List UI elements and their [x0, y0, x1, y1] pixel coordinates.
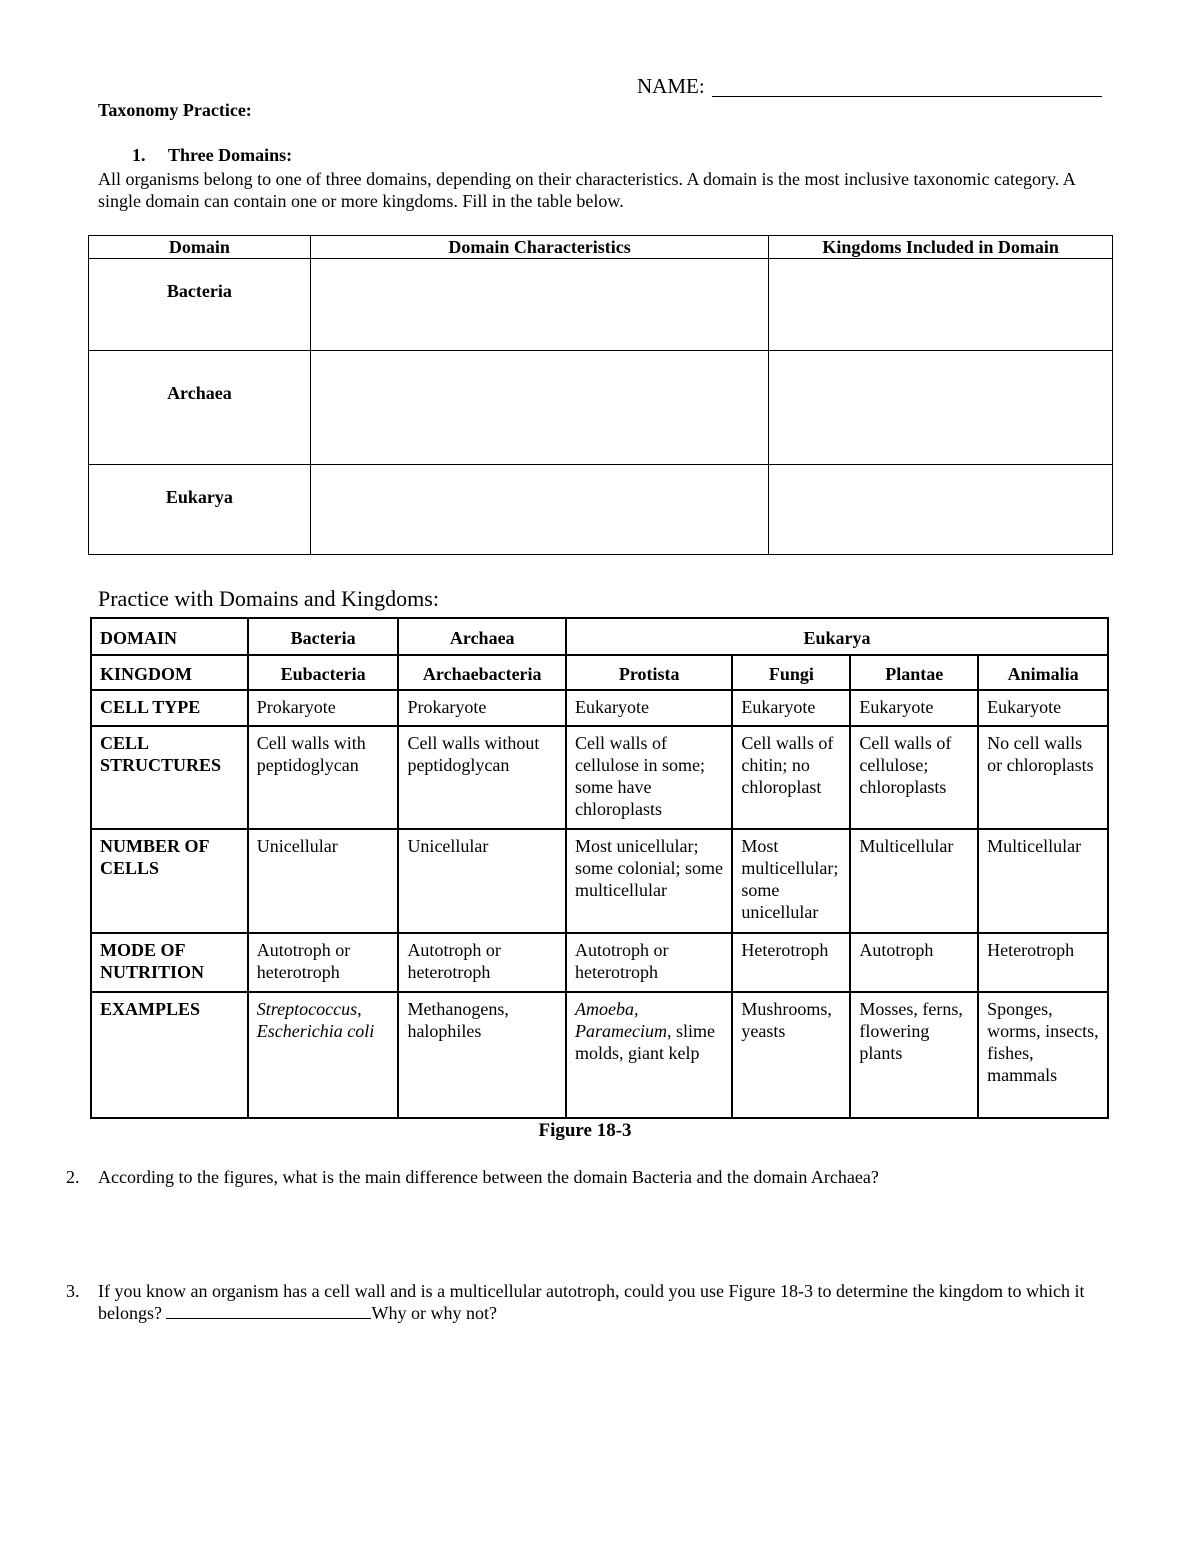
table-cell: Eukaryote	[566, 690, 732, 726]
figure-caption: Figure 18-3	[538, 1120, 632, 1141]
row-header: KINGDOM	[91, 655, 248, 690]
question-number: 2.	[66, 1167, 80, 1187]
kingdom-cell: Fungi	[732, 655, 850, 690]
domain-name: Archaea	[89, 351, 311, 465]
example-species: Escherichia coli	[256, 1021, 375, 1041]
domain-cell: Archaea	[398, 618, 566, 655]
table-cell: Most multicellular; some unicellular	[732, 829, 850, 933]
question-3	[66, 1280, 1126, 1328]
section1-heading-text: Three Domains:	[168, 145, 293, 165]
domain-row	[91, 618, 1108, 655]
section1-number: 1.	[132, 145, 146, 165]
name-label: NAME:	[637, 74, 705, 98]
domain-table-header-row	[89, 236, 1113, 259]
table-cell: Prokaryote	[398, 690, 566, 726]
table-cell: Multicellular	[850, 829, 978, 933]
table-cell: Most unicellular; some colonial; some multicellular	[566, 829, 732, 933]
row-header: CELL STRUCTURES	[91, 726, 248, 829]
table-cell: No cell walls or chloroplasts	[978, 726, 1108, 829]
table-cell: Mushrooms, yeasts	[732, 992, 850, 1118]
table-cell: Cell walls with peptidoglycan	[248, 726, 399, 829]
domain-kingdoms-cell[interactable]	[769, 351, 1113, 465]
domain-characteristics-cell[interactable]	[310, 259, 769, 351]
question-text-part: Why or why not?	[371, 1303, 497, 1323]
table-cell: Cell walls of cellulose in some; some have chloroplasts	[566, 726, 732, 829]
example-species: Streptococcus,	[256, 999, 362, 1019]
example-text: , slime molds, giant kelp	[575, 1021, 716, 1063]
example-species: Amoeba,	[575, 999, 639, 1019]
kingdom-table	[90, 617, 1109, 1119]
kingdom-cell: Animalia	[978, 655, 1108, 690]
question-2	[66, 1166, 1126, 1190]
domain-name: Eukarya	[89, 465, 311, 555]
kingdom-row	[91, 655, 1108, 690]
domain-name: Bacteria	[89, 259, 311, 351]
domain-characteristics-cell[interactable]	[310, 351, 769, 465]
table-cell: Autotroph	[850, 933, 978, 992]
table-cell: Eukaryote	[732, 690, 850, 726]
cell-structures-row	[91, 726, 1108, 829]
table-cell: Unicellular	[248, 829, 399, 933]
page-title: Taxonomy Practice:	[98, 100, 252, 120]
question-number: 3.	[66, 1281, 80, 1301]
table-cell: Cell walls of cellulose; chloroplasts	[850, 726, 978, 829]
question-text: According to the figures, what is the main difference between the domain Bacteria and the domain Archaea?	[98, 1167, 879, 1187]
domain-cell: Eukarya	[566, 618, 1108, 655]
table-cell: Cell walls without peptidoglycan	[398, 726, 566, 829]
domain-table-row	[89, 259, 1113, 351]
table-cell: Eukaryote	[850, 690, 978, 726]
kingdom-cell: Plantae	[850, 655, 978, 690]
domain-table-header: Kingdoms Included in Domain	[769, 236, 1113, 259]
domain-table-header: Domain Characteristics	[310, 236, 769, 259]
table-cell: Autotroph or heterotroph	[248, 933, 399, 992]
table-cell: Heterotroph	[978, 933, 1108, 992]
table-cell: Mosses, ferns, flowering plants	[850, 992, 978, 1118]
domain-table-header: Domain	[89, 236, 311, 259]
kingdom-cell: Archaebacteria	[398, 655, 566, 690]
mode-of-nutrition-row	[91, 933, 1108, 992]
table-cell	[248, 992, 399, 1118]
table-cell: Eukaryote	[978, 690, 1108, 726]
table-cell: Sponges, worms, insects, fishes, mammals	[978, 992, 1108, 1118]
table-cell: Unicellular	[398, 829, 566, 933]
domain-kingdoms-cell[interactable]	[769, 465, 1113, 555]
domain-characteristics-cell[interactable]	[310, 465, 769, 555]
table-cell	[566, 992, 732, 1118]
row-header: DOMAIN	[91, 618, 248, 655]
table-cell: Heterotroph	[732, 933, 850, 992]
question-text-part: If you know an organism has a cell wall and is a multicellular autotroph, could you use Figure 18-3 to determine the kingdom to which it belongs?	[98, 1281, 1085, 1323]
table-cell: Cell walls of chitin; no chloroplast	[732, 726, 850, 829]
table-cell: Autotroph or heterotroph	[566, 933, 732, 992]
table-cell: Prokaryote	[248, 690, 399, 726]
section1-intro: All organisms belong to one of three domains, depending on their characteristics. A domain is the most inclusive taxonomic category. A single domain can contain one or more kingdoms. Fill in the table below.	[98, 169, 1075, 211]
number-of-cells-row	[91, 829, 1108, 933]
examples-row	[91, 992, 1108, 1118]
cell-type-row	[91, 690, 1108, 726]
answer-blank[interactable]	[166, 1302, 371, 1319]
domain-kingdoms-cell[interactable]	[769, 259, 1113, 351]
kingdom-cell: Eubacteria	[248, 655, 399, 690]
row-header: MODE OF NUTRITION	[91, 933, 248, 992]
example-species: Paramecium	[575, 1021, 668, 1041]
row-header: NUMBER OF CELLS	[91, 829, 248, 933]
table-cell: Autotroph or heterotroph	[398, 933, 566, 992]
row-header: EXAMPLES	[91, 992, 248, 1118]
practice-title: Practice with Domains and Kingdoms:	[98, 586, 439, 611]
table-cell: Methanogens, halophiles	[398, 992, 566, 1118]
question-text	[98, 1280, 1098, 1324]
kingdom-cell: Protista	[566, 655, 732, 690]
domain-cell: Bacteria	[248, 618, 399, 655]
domain-table-row	[89, 465, 1113, 555]
section1-heading	[132, 145, 292, 166]
row-header: CELL TYPE	[91, 690, 248, 726]
domain-table-row	[89, 351, 1113, 465]
name-blank-line[interactable]	[712, 96, 1102, 97]
domain-fill-table	[88, 235, 1113, 555]
table-cell: Multicellular	[978, 829, 1108, 933]
